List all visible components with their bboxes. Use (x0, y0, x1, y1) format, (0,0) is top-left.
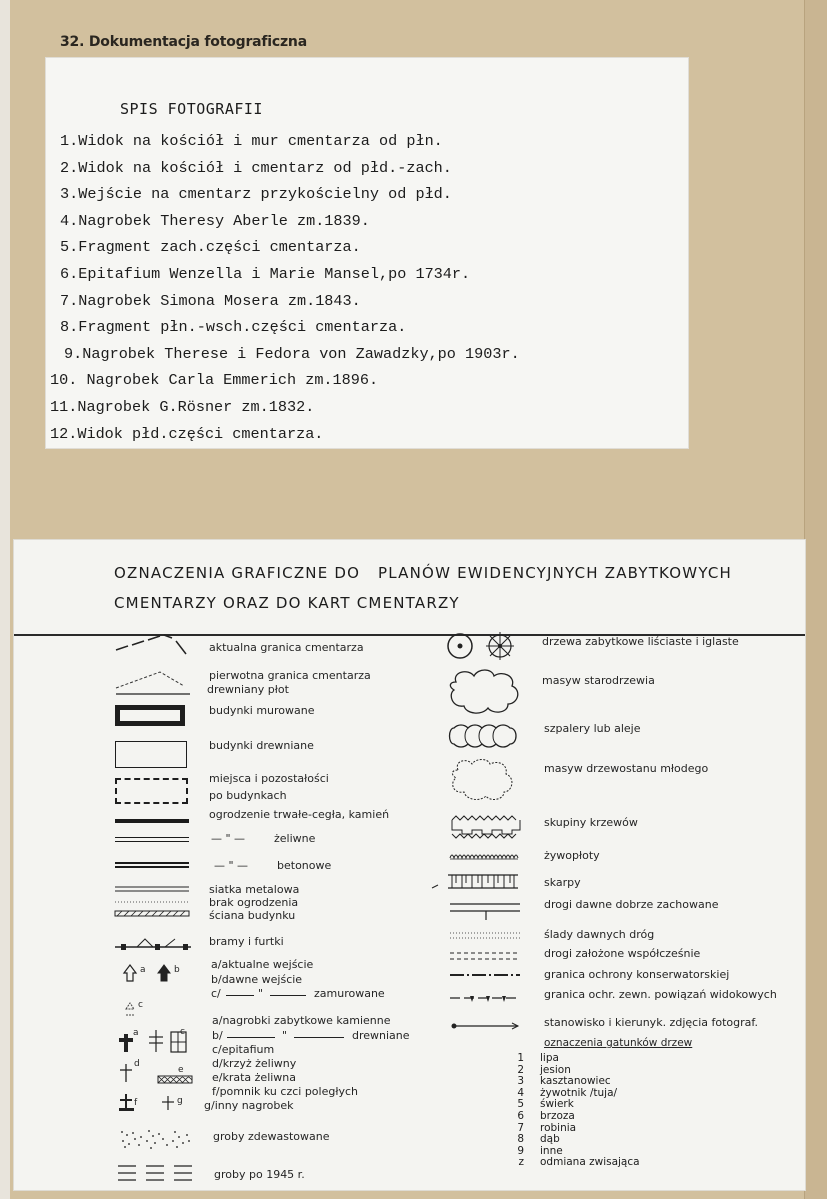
sup-c-entrance: c (138, 1000, 143, 1010)
speckle-dot (166, 1144, 168, 1146)
photo-list-item (46, 155, 686, 182)
species-number: 2 (517, 1063, 524, 1076)
ditto-line (226, 995, 254, 996)
photo-item-number: 11. (50, 397, 78, 416)
rows-alleys-symbol (448, 724, 528, 750)
speckle-dot (124, 1146, 126, 1148)
photo-item-number: 2. (60, 158, 79, 177)
label-view-boundary: granica ochr. zewn. powiązań widokowych (544, 988, 777, 1001)
label-old-roads-good: drogi dawne dobrze zachowane (544, 898, 719, 911)
species-number: 1 (517, 1052, 524, 1064)
species-name: jesion (540, 1063, 571, 1076)
species-number: z (518, 1156, 524, 1169)
current-boundary-symbol (114, 632, 194, 658)
label-gates: bramy i furtki (209, 935, 284, 948)
legend-title-line1: OZNACZENIA GRAFICZNE DO PLANÓW EWIDENCYJNYCH ZABYTKOWYCH (114, 564, 733, 582)
species-name: lipa (540, 1052, 559, 1064)
species-name: kasztanowiec (540, 1075, 611, 1088)
species-name: brzoza (540, 1110, 575, 1122)
iron-fence-symbol (115, 837, 189, 842)
photo-list-item (46, 421, 686, 448)
photo-item-text: Nagrobek Carla Emmerich zm.1896. (86, 371, 379, 390)
label-devastated: groby zdewastowane (213, 1130, 330, 1143)
graves-after-1945-symbol (118, 1162, 194, 1186)
speckle-dot (172, 1140, 174, 1142)
photo-item-text: Nagrobek Simona Mosera zm.1843. (78, 291, 361, 310)
label-remains-line1: miejsca i pozostałości (209, 772, 329, 785)
roads-present-symbol (450, 950, 530, 962)
label-graves-c: c/epitafium (212, 1043, 275, 1056)
label-entrance-former: b/dawne wejście (211, 973, 303, 986)
legend-card (14, 540, 805, 1190)
hedges-symbol (450, 850, 530, 864)
photo-item-number: 4. (60, 211, 79, 230)
photo-list-item (46, 341, 686, 368)
label-traces-roads: ślady dawnych dróg (544, 928, 655, 941)
photo-item-text: Widok płd.części cmentarza. (77, 424, 324, 443)
label-graves-d: d/krzyż żeliwny (212, 1057, 297, 1070)
species-name: inne (540, 1144, 563, 1157)
photo-list-item (46, 128, 686, 155)
label-old-stand: masyw starodrzewia (542, 674, 655, 687)
species-number: 3 (517, 1075, 524, 1088)
concrete-fence-symbol (115, 862, 189, 868)
species-number: 6 (517, 1110, 524, 1122)
photo-list-item (46, 181, 686, 208)
speckle-dot (121, 1131, 123, 1133)
sup-e-grave: e (178, 1065, 184, 1075)
photo-list (46, 128, 686, 447)
photo-list-card (46, 58, 688, 448)
species-name: żywotnik /tuja/ (540, 1086, 618, 1099)
label-iron-ditto: — " — (211, 832, 246, 845)
traces-roads-symbol (450, 930, 530, 942)
speckle-dot (150, 1147, 152, 1149)
photo-item-number: 12. (50, 424, 78, 443)
label-permanent-fence: ogrodzenie trwałe-cegła, kamień (209, 808, 390, 821)
label-original-boundary: pierwotna granica cmentarza (209, 669, 371, 682)
photo-list-title: SPIS FOTOGRAFII (120, 100, 263, 118)
speckle-dot (146, 1140, 148, 1142)
sup-d-grave: d (134, 1059, 140, 1069)
label-no-fence: brak ogrodzenia (209, 896, 299, 909)
photo-item-text: Epitafium Wenzella i Marie Mansel,po 1734r. (78, 264, 471, 283)
speckle-dot (154, 1142, 156, 1144)
label-building-wall: ściana budynku (209, 909, 296, 922)
photo-list-item (46, 394, 686, 421)
label-roads-present: drogi założone współcześnie (544, 947, 701, 960)
label-masonry-buildings: budynki murowane (209, 704, 315, 717)
sup-f-grave: f (134, 1098, 138, 1108)
masonry-building-symbol (115, 705, 185, 726)
old-roads-good-symbol (450, 898, 530, 922)
label-after-1945: groby po 1945 r. (214, 1168, 305, 1181)
photo-item-text: Nagrobek Theresy Aberle zm.1839. (78, 211, 370, 230)
speckle-dot (186, 1134, 188, 1136)
label-photo-position: stanowisko i kierunyk. zdjęcia fotograf. (544, 1016, 758, 1029)
label-historic-trees: drzewa zabytkowe liściaste i iglaste (542, 635, 739, 648)
label-graves-b: drewniane (352, 1029, 410, 1042)
label-current-boundary: aktualna granica cmentarza (209, 641, 364, 654)
label-concrete-ditto: — " — (214, 859, 249, 872)
label-shrubs: skupiny krzewów (544, 816, 638, 829)
label-wooden-buildings: budynki drewniane (209, 739, 314, 752)
label-remains-line2: po budynkach (209, 789, 287, 802)
speckle-dot (176, 1146, 178, 1148)
label-graves-b-ditto: " (282, 1029, 288, 1042)
label-entrance-walled-prefix: c/ (211, 987, 221, 1000)
speckle-dot (162, 1138, 164, 1140)
species-list (504, 1053, 764, 1183)
species-name: robinia (540, 1121, 577, 1134)
sup-b-entrance: b (174, 965, 180, 975)
species-number: 7 (517, 1121, 524, 1134)
speckle-dot (122, 1140, 124, 1142)
photo-item-text: Nagrobek Therese i Fedora von Zawadzky,po 1903r. (82, 344, 520, 363)
photo-item-number: 3. (60, 185, 79, 204)
speckle-dot (158, 1133, 160, 1135)
species-name: świerk (540, 1098, 574, 1111)
speckle-dot (178, 1136, 180, 1138)
section-title: 32. Dokumentacja fotograficzna (60, 34, 307, 50)
photo-item-number: 7. (60, 291, 79, 310)
conservation-boundary-symbol (450, 970, 530, 980)
species-number: 5 (517, 1098, 524, 1111)
photo-item-number: 5. (60, 238, 79, 257)
label-graves-f: f/pomnik ku czci poległych (212, 1085, 358, 1098)
historic-trees-symbol (446, 630, 526, 664)
label-wooden-fence: drewniany płot (207, 683, 289, 696)
species-name: dąb (540, 1133, 560, 1146)
photo-list-item (46, 367, 686, 394)
photo-item-text: Nagrobek G.Rösner zm.1832. (77, 397, 315, 416)
photo-position-symbol (450, 1020, 530, 1034)
shrubs-symbol (450, 810, 530, 844)
label-hedges: żywopłoty (544, 849, 600, 862)
photo-item-number: 10. (50, 371, 87, 390)
species-heading: oznaczenia gatunków drzew (544, 1037, 693, 1049)
sup-a-entrance: a (140, 965, 146, 975)
speckle-dot (128, 1143, 130, 1145)
photo-list-item (46, 314, 686, 341)
label-escarpments: skarpy (544, 876, 581, 889)
speckle-dot (132, 1132, 134, 1134)
label-mesh: siatka metalowa (209, 883, 300, 896)
legend-title-line2: CMENTARZY ORAZ DO KART CMENTARZY (114, 594, 460, 612)
speckle-dot (134, 1138, 136, 1140)
view-boundary-symbol (450, 992, 530, 1006)
photo-item-text: Widok na kościół i mur cmentarza od płn. (78, 132, 443, 150)
binding-strip (804, 0, 827, 1199)
label-concrete: betonowe (277, 859, 332, 872)
photo-list-item (46, 208, 686, 235)
speckle-dot (174, 1131, 176, 1133)
old-stand-symbol (446, 668, 526, 716)
legend-title (114, 558, 732, 618)
mesh-wall-symbols (115, 884, 193, 920)
speckle-dot (140, 1136, 142, 1138)
remains-symbol (115, 778, 188, 804)
photo-item-text: Widok na kościół i cmentarz od płd.-zach. (78, 158, 452, 177)
label-conservation-boundary: granica ochrony konserwatorskiej (544, 968, 730, 981)
species-name: odmiana zwisająca (540, 1156, 640, 1169)
sup-c-grave: c (180, 1027, 185, 1037)
photo-item-text: Fragment zach.części cmentarza. (78, 238, 361, 257)
label-rows-alleys: szpalery lub aleje (544, 722, 641, 735)
speckle-dot (138, 1144, 140, 1146)
sup-g-grave: g (177, 1096, 183, 1106)
label-graves-e: e/krata żeliwna (212, 1071, 297, 1084)
label-entrance-walled-ditto: " (258, 987, 264, 1000)
photo-item-number: 6. (60, 264, 79, 283)
speckle-dot (188, 1140, 190, 1142)
label-iron: żeliwne (274, 832, 316, 845)
label-graves-g: g/inny nagrobek (204, 1099, 294, 1112)
escarpments-symbol (432, 872, 532, 892)
gates-symbol (115, 935, 195, 953)
permanent-fence-symbol (115, 819, 189, 823)
photo-list-item (46, 288, 686, 315)
speckle-dot (152, 1135, 154, 1137)
speckle-dot (148, 1130, 150, 1132)
wooden-building-symbol (115, 741, 187, 768)
ditto-line (227, 1037, 275, 1038)
speckle-dot (182, 1142, 184, 1144)
label-entrance-walled: zamurowane (314, 987, 385, 1000)
species-row (504, 1157, 764, 1169)
photo-item-text: Fragment płn.-wsch.części cmentarza. (78, 318, 407, 337)
devastated-graves-symbol (118, 1128, 194, 1150)
label-entrance-current: a/aktualne wejście (211, 958, 314, 971)
photo-item-text: Wejście na cmentarz przykościelny od płd. (78, 185, 452, 204)
species-number: 8 (517, 1133, 524, 1146)
ditto-line (294, 1037, 344, 1038)
ditto-line (270, 995, 306, 996)
species-number: 4 (517, 1086, 524, 1099)
photo-list-item (46, 234, 686, 261)
label-graves-a: a/nagrobki zabytkowe kamienne (212, 1014, 391, 1027)
original-boundary-symbol (114, 668, 194, 698)
label-graves-b-prefix: b/ (212, 1029, 223, 1042)
photo-list-item (46, 261, 686, 288)
sup-a-grave: a (133, 1028, 139, 1038)
species-number: 9 (517, 1144, 524, 1157)
photo-item-number: 8. (60, 318, 79, 337)
photo-item-number: 1. (60, 132, 79, 150)
speckle-dot (126, 1134, 128, 1136)
photo-item-number: 9. (64, 344, 83, 363)
label-young-stand: masyw drzewostanu młodego (544, 762, 709, 775)
young-stand-symbol (446, 756, 526, 804)
